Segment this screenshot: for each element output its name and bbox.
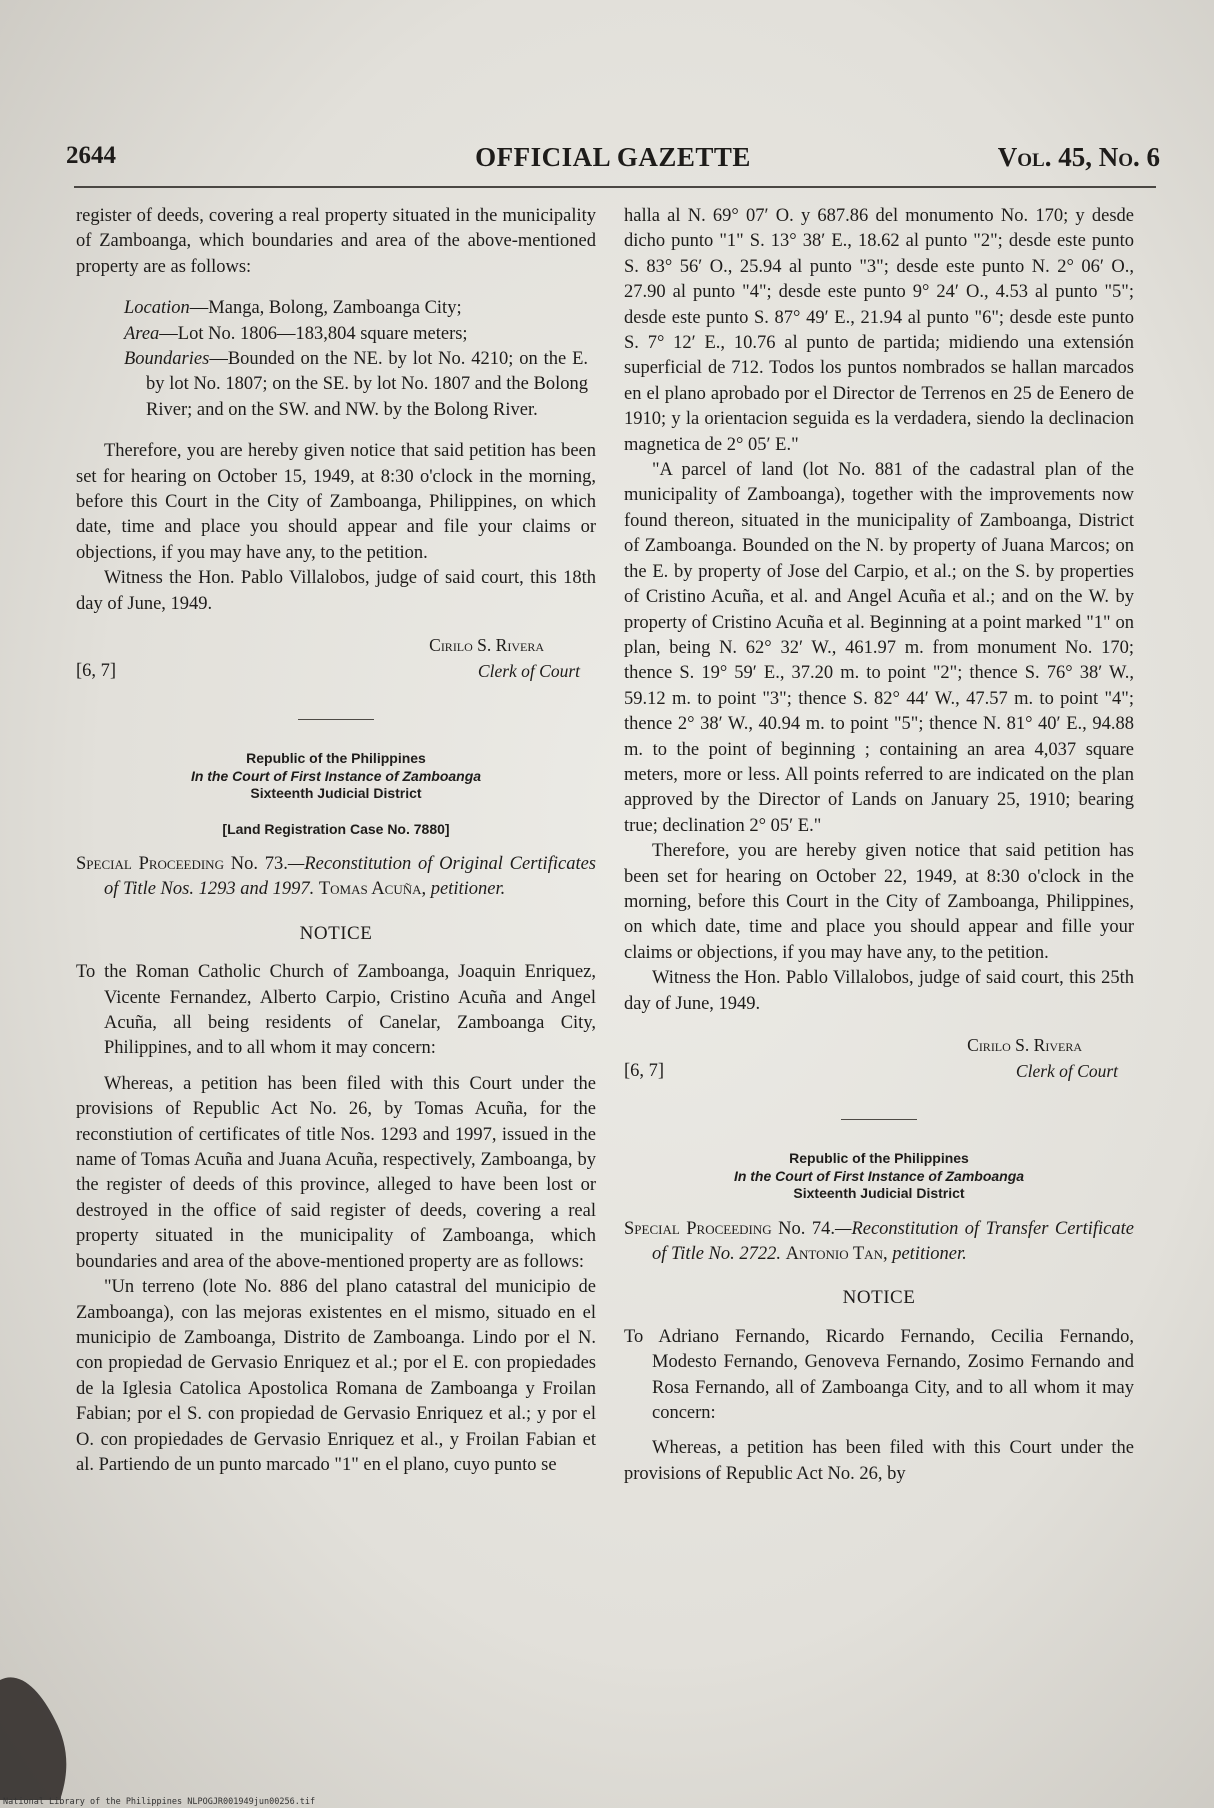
volume-number: Vol. 45, No. 6 — [997, 142, 1160, 172]
signer-office: Clerk of Court — [477, 661, 580, 682]
paragraph: Witness the Hon. Pablo Villalobos, judge of said court, this 25th day of June, 1949. — [624, 968, 1134, 1014]
case-number: [Land Registration Case No. 7880] — [222, 820, 450, 837]
page-header — [66, 142, 1160, 182]
special-proceeding: Special Proceeding No. 73.—Reconstitution of Original Certificates of Title Nos. 1293 and 1997. Tomas Acuña, petitioner. — [76, 854, 596, 900]
publication-code: [6, 7] — [624, 1061, 665, 1081]
publication-title: OFFICIAL GAZETTE — [475, 142, 751, 172]
court-heading: Republic of the Philippines In the Court of First Instance of Zamboanga Sixteenth Judicial District — [733, 1150, 1025, 1201]
publication-code: [6, 7] — [76, 661, 117, 682]
paragraph: halla al N. 69° 07′ O. y 687.86 del monumento No. 170; y desde dicho punto "1" S. 13° 38′ E., 18.62 al punto "2"; desde este punto S. 83° 56′ O., 25.94 al punto "3"; desde este punto N. 2° 06′ O., 27.90 al punto "4"; desde este punto 9° 24′ O., 4.53 al punto "5"; desde este punto S. 87° 49′ E., 21.94 al punto "6"; desde este punto S. 7° 12′ E., 10.76 al punto de partida; midiendo una extensión superficial de 712. Todos los puntos nombrados se hallan marcados en el plano aprobado por el Director de Terrenos en 25 de Eenero de 1910; y la orientacion seguida es la verdadera, siendo la declinacion magnetica de 2° 05′ E." — [624, 206, 1134, 455]
paragraph: Therefore, you are hereby given notice that said petition has been set for hearing on October 22, 1949, at 8:30 o'clock in the morning, before this Court in the City of Zamboanga, Philippines, on which date, time and place you should appear and fille your claims or objections, if you may have any, to the petition. — [624, 841, 1134, 963]
paragraph: "Un terreno (lote No. 886 del plano catastral del municipio de Zamboanga), con las mejoras existentes en el mismo, situado en el municipio de Zamboanga, Distrito de Zamboanga. Lindo por el N. con propiedad de Gervasio Enriquez et al.; por el E. con propiedades de la Iglesia Catolica Apostolica Romana de Zamboanga y Froilan Fabian; por el S. con propiedad de Gervasio Enriquez et al.; y por el O. con propiedades de Gervasio Enriquez et al., y Froilan Fabian et al. Partiendo de un punto marcado "1" en el plano, cuyo punto se — [76, 1277, 596, 1475]
notice-addressees: To Adriano Fernando, Ricardo Fernando, Cecilia Fernando, Modesto Fernando, Genoveva Fernando, Zosimo Fernando and Rosa Fernando, all of Zamboanga City, and to all whom it may concern: — [624, 1326, 1134, 1423]
signature-block — [76, 633, 596, 689]
divider — [841, 1119, 917, 1120]
court-heading: Republic of the Philippines In the Court of First Instance of Zamboanga Sixteenth Judicial District — [190, 750, 482, 802]
notice-heading: NOTICE — [842, 1287, 916, 1309]
paragraph: Whereas, a petition has been filed with this Court under the provisions of Republic Act No. 26, by — [624, 1438, 1134, 1484]
signer-name: Cirilo S. Rivera — [429, 635, 544, 656]
scan-footer: National Library of the Philippines NLPOGJR001949jun00256.tif — [3, 1797, 316, 1807]
left-column — [76, 204, 596, 1478]
signer-office: Clerk of Court — [1015, 1061, 1118, 1081]
property-description — [76, 296, 596, 423]
area-line: Area—Lot No. 1806—183,804 square meters; — [124, 323, 468, 344]
signer-name: Cirilo S. Rivera — [967, 1035, 1082, 1055]
notice-addressees: To the Roman Catholic Church of Zamboanga, Joaquin Enriquez, Vicente Fernandez, Alberto Carpio, Cristino Acuña and Angel Acuña, all being residents of Canelar, Zamboanga City, Philippines, and to all whom it may concern: — [76, 962, 596, 1059]
notice-heading: NOTICE — [299, 922, 373, 944]
paragraph: Therefore, you are hereby given notice that said petition has been set for hearing on October 15, 1949, at 8:30 o'clock in the morning, before this Court in the City of Zamboanga, Philippines, on which date, time and place you should appear and file your claims or objections, if you may have any, to the petition. — [76, 441, 596, 563]
paragraph: register of deeds, covering a real property situated in the municipality of Zamboanga, which boundaries and area of the above-mentioned property are as follows: — [76, 206, 596, 277]
location-line: Location—Manga, Bolong, Zamboanga City; — [124, 298, 462, 319]
page-number: 2644 — [66, 142, 116, 169]
special-proceeding: Special Proceeding No. 74.—Reconstitution of Transfer Certificate of Title No. 2722. Antonio Tan, petitioner. — [624, 1218, 1134, 1264]
paragraph: "A parcel of land (lot No. 881 of the cadastral plan of the municipality of Zamboanga), together with the improvements now found thereon, situated in the municipality of Zamboanga, District of Zamboanga. Bounded on the N. by property of Juana Marcos; on the E. by property of Jose del Carpio, et al.; on the S. by properties of Cristino Acuña, et al. and Angel Acuña et al.; and on the W. by property of Cristino Acuña et al. Beginning at a point marked "1" on plan, being N. 62° 32′ W., 461.97 m. from monument No. 170; thence S. 19° 59′ E., 37.20 m. to point "2"; thence S. 76° 38′ W., 59.12 m. to point "3"; thence S. 82° 44′ W., 47.57 m. to point "4"; thence 2° 38′ W., 40.94 m. to point "5"; thence N. 81° 40′ E., 94.88 m. to the point of beginning ; containing an area 4,037 square meters, more or less. All points referred to are indicated on the plan approved by the Director of Lands on January 25, 1910; bearing true; declination 2° 05′ E." — [624, 460, 1134, 836]
boundaries-line: Boundaries—Bounded on the NE. by lot No. 4210; on the E. by lot No. 1807; on the SE. by lot No. 1807 and the Bolong River; and on the SW. and NW. by the Bolong River. — [124, 349, 588, 420]
signature-block — [624, 1033, 1134, 1089]
header-rule — [74, 186, 1156, 188]
paragraph: Whereas, a petition has been filed with this Court under the provisions of Republic Act No. 26, by Tomas Acuña, for the reconstiution of certificates of title Nos. 1293 and 1997, issued in the name of Tomas Acuña and Juana Acuña, respectively, Zamboanga, by the register of deeds of this province, alleged to have been lost or destroyed in the office of said register of deeds, covering a real property situated in the municipality of Zamboanga, which boundaries and area of the above-mentioned property are as follows: — [76, 1073, 596, 1272]
right-column — [624, 204, 1134, 1487]
scanner-thumb-shadow — [0, 1650, 78, 1800]
divider — [298, 719, 374, 720]
paragraph: Witness the Hon. Pablo Villalobos, judge of said court, this 18th day of June, 1949. — [76, 568, 596, 614]
